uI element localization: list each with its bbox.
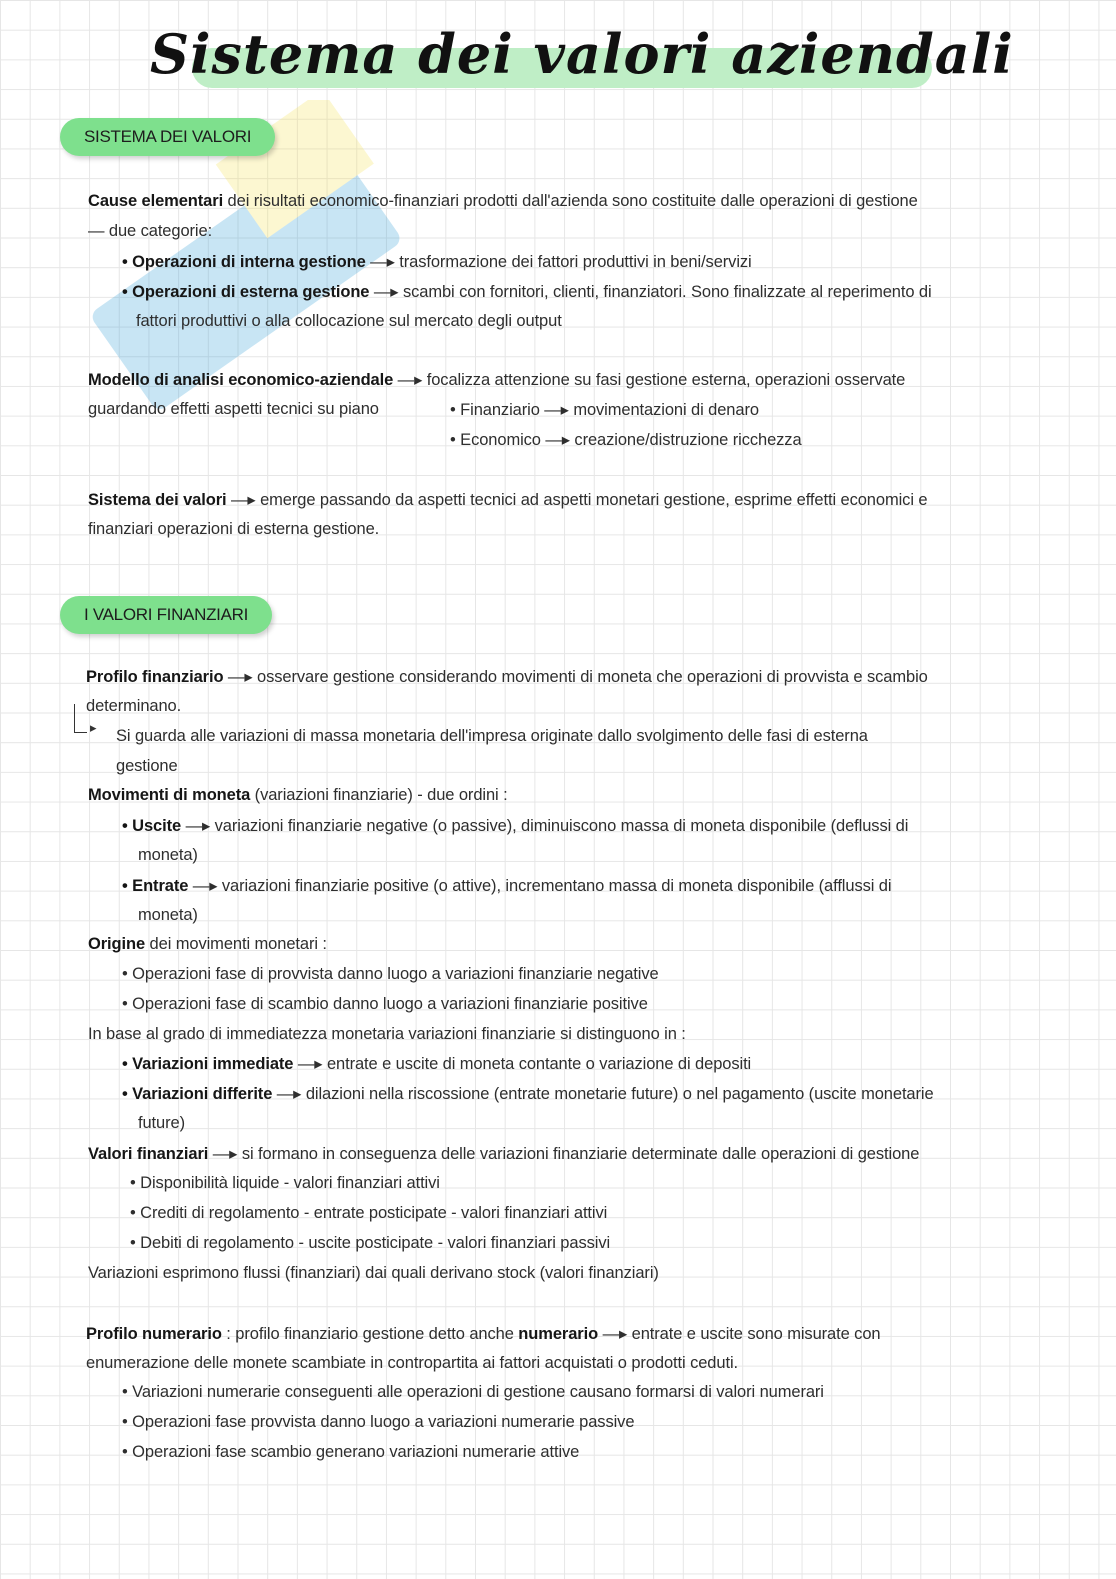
bullet-item: • Finanziario —▸ movimentazioni di denaro: [450, 401, 759, 419]
bullet-item: • Operazioni fase provvista danno luogo a variazioni numerarie passive: [122, 1413, 635, 1431]
bullet-item: • Debiti di regolamento - uscite posticipate - valori finanziari passivi: [130, 1234, 611, 1252]
bullet-item: • Operazioni di esterna gestione —▸ scambi con fornitori, clienti, finanziatori. Sono finalizzate al reperimento di: [122, 283, 932, 301]
bullet-item: • Variazioni immediate —▸ entrate e uscite di moneta contante o variazione di depositi: [122, 1055, 752, 1073]
bullet-item: • Uscite —▸ variazioni finanziarie negative (o passive), diminuiscono massa di moneta disponibile (deflussi di: [122, 817, 909, 835]
text-line: enumerazione delle monete scambiate in contropartita ai fattori acquistati o prodotti ceduti.: [86, 1354, 738, 1372]
bullet-item: • Economico —▸ creazione/distruzione ricchezza: [450, 431, 802, 449]
text-line: Si guarda alle variazioni di massa monetaria dell'impresa originate dallo svolgimento delle fasi di esterna: [116, 727, 868, 745]
bullet-item: • Variazioni numerarie conseguenti alle operazioni di gestione causano formarsi di valori numerari: [122, 1383, 824, 1401]
bullet-item: • Operazioni fase scambio generano variazioni numerarie attive: [122, 1443, 580, 1461]
section-label-valori-finanziari: I VALORI FINANZIARI: [60, 596, 272, 634]
text-line: — due categorie:: [88, 222, 213, 240]
text-line: finanziari operazioni di esterna gestione.: [88, 520, 380, 538]
text-line: guardando effetti aspetti tecnici su piano: [88, 400, 379, 418]
bullet-item: • Variazioni differite —▸ dilazioni nella riscossione (entrate monetarie future) o nel pagamento (uscite monetarie: [122, 1085, 934, 1103]
bullet-item: • Entrate —▸ variazioni finanziarie positive (o attive), incrementano massa di moneta disponibile (afflussi di: [122, 877, 892, 895]
bullet-item: • Disponibilità liquide - valori finanziari attivi: [130, 1174, 440, 1192]
text-line: Modello di analisi economico-aziendale —▸ focalizza attenzione su fasi gestione esterna, operazioni osservate: [88, 371, 906, 389]
text-line: fattori produttivi o alla collocazione sul mercato degli output: [136, 312, 562, 330]
text-line: Origine dei movimenti monetari :: [88, 935, 327, 953]
text-line: Sistema dei valori —▸ emerge passando da aspetti tecnici ad aspetti monetari gestione, esprime effetti economici e: [88, 491, 928, 509]
arrow-hook-icon: [74, 704, 87, 733]
text-line: Valori finanziari —▸ si formano in conseguenza delle variazioni finanziarie determinate dalle operazioni di gestione: [88, 1145, 920, 1163]
bullet-item: • Operazioni fase di provvista danno luogo a variazioni finanziarie negative: [122, 965, 659, 983]
text-line: moneta): [138, 906, 198, 924]
text-line: Variazioni esprimono flussi (finanziari) dai quali derivano stock (valori finanziari): [88, 1264, 659, 1282]
text-line: Profilo numerario : profilo finanziario gestione detto anche numerario —▸ entrate e uscite sono misurate con: [86, 1325, 881, 1343]
page-title: Sistema dei valori aziendali: [150, 22, 1014, 86]
text-line: Movimenti di moneta (variazioni finanziarie) - due ordini :: [88, 786, 508, 804]
text-line: Profilo finanziario —▸ osservare gestione considerando movimenti di moneta che operazioni di provvista e scambio: [86, 668, 928, 686]
arrow-tip-icon: ▸: [90, 721, 97, 736]
bullet-item: • Operazioni fase di scambio danno luogo a variazioni finanziarie positive: [122, 995, 648, 1013]
text-line: Cause elementari dei risultati economico-finanziari prodotti dall'azienda sono costituite dalle operazioni di gestione: [88, 192, 918, 210]
bullet-item: • Crediti di regolamento - entrate posticipate - valori finanziari attivi: [130, 1204, 608, 1222]
text-line: In base al grado di immediatezza monetaria variazioni finanziarie si distinguono in :: [88, 1025, 686, 1043]
section-label-sistema-dei-valori: SISTEMA DEI VALORI: [60, 118, 275, 156]
text-line: moneta): [138, 846, 198, 864]
text-line: determinano.: [86, 697, 182, 715]
bullet-item: • Operazioni di interna gestione —▸ trasformazione dei fattori produttivi in beni/servizi: [122, 253, 752, 271]
text-line: gestione: [116, 757, 178, 775]
text-line: future): [138, 1114, 185, 1132]
